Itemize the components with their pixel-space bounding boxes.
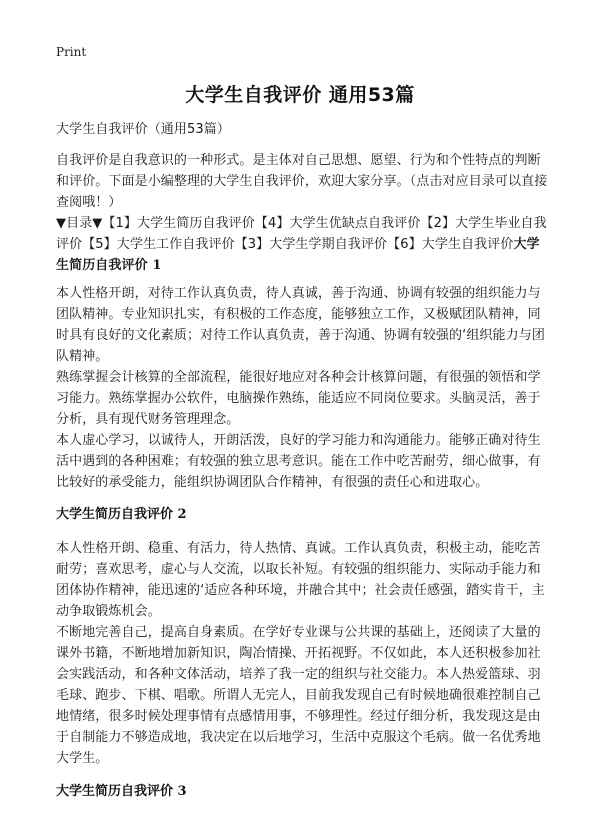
document-title: 大学生自我评价 通用53篇 xyxy=(185,84,415,106)
toc-link-2[interactable]: 【2】大学生毕业自我评价 xyxy=(56,216,547,252)
section-heading-1: 大学生简历自我评价 1 xyxy=(56,237,540,273)
section-2-paragraph-1: 本人性格开朗、稳重、有活力，待人热情、真诚。工作认真负责，积极主动，能吃苦耐劳；喜欢思考，虚心与人交流，以取长补短。有较强的组织能力、实际动手能力和团体协作精神，能迅速的‘适应各种环境，并融合其中；社会责任感强，踏实肯干，主动争取锻炼机会。 xyxy=(56,541,545,619)
section-2-paragraph-2: 不断地完善自己，提高自身素质。在学好专业课与公共课的基础上，还阅读了大量的课外书籍，不断地增加新知识，陶冶情操、开拓视野。不仅如此，本人还积极参加社会实践活动，和各种文体活动，培养了我一定的组织与社交能力。本人热爱篮球、羽毛球、跑步、下棋、唱歌。所谓人无完人，目前我发现自己有时候地确很难控制自己地情绪，很多时候处理事情有点感情用事，不够理性。经过仔细分析，我发现这是由于自制能力不够造成地，我决定在以后地学习，生活中克服这个毛病。做一名优秀地大学生。 xyxy=(56,625,541,766)
section-heading-3: 大学生简历自我评价 3 xyxy=(56,784,187,799)
toc-link-5[interactable]: 【5】大学生工作自我评价 xyxy=(82,237,235,252)
intro-paragraph: 自我评价是自我意识的一种形式。是主体对自己思想、愿望、行为和个性特点的判断和评价。下面是小编整理的大学生自我评价，欢迎大家分享。（点击对应目录可以直接查阅哦！） xyxy=(56,153,548,210)
toc-link-3[interactable]: 【3】大学生学期自我评价 xyxy=(234,237,388,252)
table-of-contents xyxy=(56,213,548,276)
print-label: Print xyxy=(56,45,87,59)
document-subtitle: 大学生自我评价（通用53篇） xyxy=(56,122,230,137)
toc-link-1[interactable]: 【1】大学生简历自我评价 xyxy=(102,216,255,231)
section-heading-2: 大学生简历自我评价 2 xyxy=(56,507,187,522)
section-1-paragraph-3: 本人虚心学习，以诚待人，开朗活泼，良好的学习能力和沟通能力。能够正确对待生活中遇到的各种困难；有较强的独立思考意识。能在工作中吃苦耐劳，细心做事，有比较好的承受能力，能组织协调团队合作精神，有很强的责任心和进取心。 xyxy=(56,433,541,490)
toc-link-6[interactable]: 【6】大学生自我评价 xyxy=(387,237,514,252)
toc-link-4[interactable]: 【4】大学生优缺点自我评价 xyxy=(254,216,421,231)
section-1-paragraph-1: 本人性格开朗，对待工作认真负责，待人真诚，善于沟通、协调有较强的组织能力与团队精神。专业知识扎实，有积极的工作态度，能够独立工作，又极赋团队精神，同时具有良好的文化素质；对待工作认真负责，善于沟通、协调有较强的‘组织能力与团队精神。 xyxy=(56,286,545,364)
section-1-paragraph-2: 熟练掌握会计核算的全部流程，能很好地应对各种会计核算问题，有很强的领悟和学习能力。熟练掌握办公软件，电脑操作熟练，能适应不同岗位要求。头脑灵活，善于分析，具有现代财务管理理念。 xyxy=(56,370,541,427)
toc-prefix: ▼目录▼ xyxy=(56,216,103,231)
